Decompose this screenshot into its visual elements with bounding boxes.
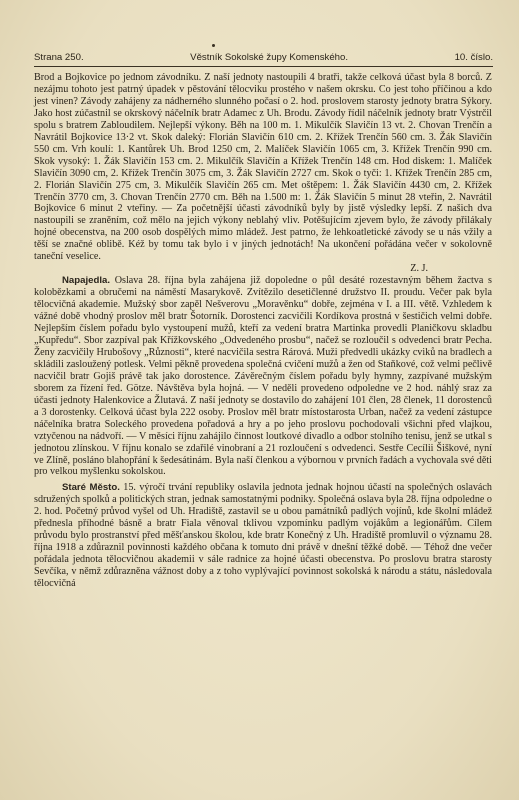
signature-row [34,263,492,275]
page-header [34,52,493,63]
paragraph-napajedla-text: Oslava 28. října byla zahájena již dopoledne o půl desáté rozestavným během žactva s kolobězkami a obručemi na náměstí Masarykově. Zvítězilo desetičlenné družstvo II. proudu. Večer pak byla tělocvičná akademie. Mužský sbor zapěl Nešverovu „Moravěnku“ dobře, zejména v I. a III. větě. Vzhledem k vážné době vhodný proslov měl bratr Šotorník. Dorostenci zacvičili Kordíkova prostná v šestičich velmi dobře. Nejlepším číslem pořadu bylo vystoupení mužů, kteří za vedení bratra Martinka provedli Planičkovu skladbu „Kupředu“. Sbor zazpíval pak Křížkovského „Odvedeného prosbu“, načež se rozloučil s odvedenci bratr Pecha. Ženy zacvičily Hrubošovy „Různosti“, které nacvičila sestra Rárová. Muži předvedli ukázky cviků na bradlech a skládili zasloužený potlesk. Velmi pěkně provedena společná cvičení mužů a žen od Staňkové, což velmi pečlivě nacvičil bratr Gojiš právě tak jako dorostence. Závěrečným číslem pořadu byly hymny, zazpívané mužským sborem za řízení řed. Götze. Návštěva byla hojná. — V neděli provedeno odpoledne ve 2 hod. náhlý sraz za účasti jednoty Halenkovice a Žlutavá. Z naší jednoty se dostavilo do zahájení 101 člen, 28 členek, 11 dorostenců a 3 dorostenky. Celková účast byla 222 osoby. Proslov měl bratr místostarosta Urban, načež za vedení zástupce náčelníka bratra Soleckého provedena pořadová a hry a po jeho proslovu pochodovali všichni před vlajkou, vztyčenou na nádvoří. — V měsíci říjnu zahájilo činnost loutkové divadlo a odbor stolního tenisu, jenž se utkal s jednotou zlínskou. V říjnu konalo se zdařilé vinobraní a 21 rozloučení s odvedenci. Sestře Cecílii Šiškové, nyní ve Zlíně, posláno blahopřání k šedesátinám. Byla naší členkou a výbornou v prvních řadách a vychovala své děti pro velkou myšlenku sokolskou. [34,275,492,478]
place-heading-napajedla: Napajedla. [62,275,110,287]
journal-title: Věstník Sokolské župy Komenského. [190,52,349,63]
paragraph-slavicin-report: Brod a Bojkovice po jednom závodníku. Z naší jednoty nastoupili 4 bratři, takže celková účast byla 8 borců. Z nezájmu tohoto jest patrný úpadek v pěstování tělocviku prostého v našem okrsku. Co jest toho příčinou a kdo jest vinen? Závody zahájeny za nádherného slunného počasí o 2. hod. proslovem starosty jednoty bratra Sýkory. Jako host zúčastnil se okrskový náčelník bratr Adamec z Uh. Brodu. Závody řídil náčelník jednoty bratr Výstrčil spolu s bratrem Zabloudilem. Nejlepší výkony. Běh na 100 m. 1. Mikulčík Slavičín 13 vt. 2. Chovan Trenčín a Navrátil Bojkovice 13·2 vt. Skok daleký: Florián Slavičín 610 cm. 2. Křížek Trenčín 560 cm. 3. Žák Slavičín 550 cm. Vrh koulí: 1. Kantůrek Uh. Brod 1250 cm, 2. Malíček Slavičín 1065 cm, 3. Křížek Trenčín 990 cm. Skok vysoký: 1. Žák Slavičín 153 cm. 2. Mikulčík Slavičín a Křížek Trenčín 148 cm. Hod diskem: 1. Malíček Slavičín 3090 cm, 2. Křížek Trenčín 3075 cm, 3. Žák Slavičín 2727 cm. Skok o tyči: 1. Křížek Trenčín 285 cm, 2. Florián Slavičín 275 cm, 3. Mikulčík Slavičín 265 cm. Met oštěpem: 1. Žák Slavičín 4430 cm, 2. Křížek Trenčín 3770 cm, 3. Chovan Trenčín 2770 cm. Běh na 1.500 m: 1. Žák Slavičín 5 minut 28 vteřin, 2. Navrátil Bojkovice 6 minut 2 vteřiny. — Za početnější účasti závodníků byly by jistě výsledky lepší. Z našich dva nastoupili se zraněním, což mělo na jejich výkony neblahý vliv. Potěšujícím zjevem bylo, že závody přilákaly hojné obecenstva, na 200 osob dospělých mimo mládež. Jest patrno, že lehkoatletické závody se u nás vžily a těší se značné oblibě. Kéž by tomu tak bylo i v jiných jednotách! Na ukončení pořádána večer v sokolovně taneční veselice. [34,72,492,263]
paragraph-stare-mesto [34,482,492,590]
page-number: Strana 250. [34,52,84,63]
issue-number: 10. číslo. [454,52,493,63]
paragraph-napajedla [34,275,492,478]
article-body [34,72,492,590]
header-ornament [212,44,215,47]
paragraph-stare-mesto-text: 15. výročí trvání republiky oslavila jednota jednak hojnou účastí na společných oslavách sdružených spolků a politických stran, jednak samostatnými podniky. Společná oslava byla 28. října odpoledne o 2. hod. Početný průvod vyšel od Uh. Hradiště, zastavil se u obou památníků padlých vojínů, kde školní mládež přednesla příhodné básně a bratr Fiala věnoval tklivou vzpomínku padlým vojákům a legionářům. Cílem průvodu bylo prostranství před měšťanskou školou, kde bratr Konečný z Uh. Hradiště promluvil o významu 28. října 1918 a zdůraznil povinnosti každého občana k tomuto dni právě v dnešní těžké době. — Téhož dne večer pořádala jednota tělocvičnou akademii v sále radnice za hojné účasti obecenstva. Po proslovu bratra starosty Sevčíka, v němž zdůrazněna vážnost doby a z toho vyplývající povinnost sokolská k národu a státu, následovala tělocvičná [34,482,492,590]
author-signature: Z. J. [410,263,428,275]
header-rule [34,66,493,67]
place-heading-stare-mesto: Staré Město. [62,482,120,494]
